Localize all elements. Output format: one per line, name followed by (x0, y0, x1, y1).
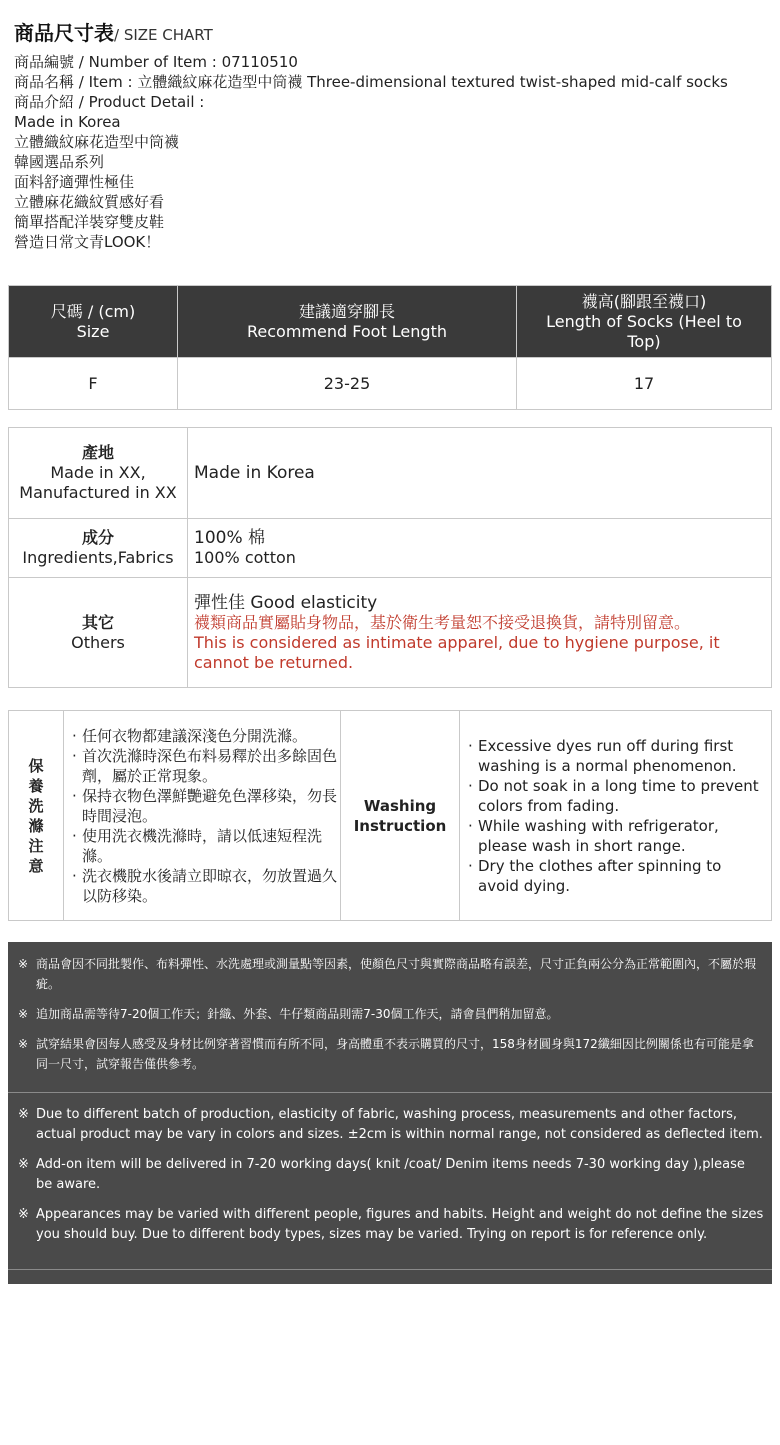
detail-line: Made in Korea (14, 113, 121, 131)
note-item: ※ 追加商品需等待7-20個工作天；針織、外套、牛仔類商品則需7-30個工作天，請會員們稍加留意。 (18, 1007, 559, 1021)
list-item: · Excessive dyes run off during first washing is a normal phenomenon. (466, 736, 765, 776)
list-item: · While washing with refrigerator, please wash in short range. (466, 816, 765, 856)
cell-sock-length: 17 (517, 358, 772, 410)
list-item: · Dry the clothes after spinning to avoid dying. (466, 856, 765, 896)
header-size: 尺碼 / (cm) Size (9, 286, 178, 358)
origin-value: Made in Korea (188, 428, 772, 519)
size-table-header (9, 286, 772, 358)
detail-line: 簡單搭配洋裝穿雙皮鞋 (14, 213, 165, 231)
others-label: 其它 Others (9, 578, 188, 688)
table-row (9, 358, 772, 410)
detail-line: 營造日常文青LOOK！ (14, 233, 161, 251)
detail-line: 立體麻花織紋質感好看 (14, 193, 165, 211)
size-chart-title (14, 20, 770, 48)
info-table (8, 427, 772, 688)
care-title-zh: 保養洗滌注意 (9, 711, 64, 921)
cell-foot-length: 23-25 (178, 358, 517, 410)
list-item: · Do not soak in a long time to prevent colors from fading. (466, 776, 765, 816)
notes-box (8, 942, 772, 1284)
note-item: ※ Add-on item will be delivered in 7-20 working days( knit /coat/ Denim items needs 7-30 working day ),please be aware. (18, 1157, 745, 1192)
no-return-warning-en: This is considered as intimate apparel, due to hygiene purpose, it cannot be returned. (194, 632, 720, 672)
list-item: · 保持衣物色澤鮮艷避免色澤移染，勿長時間浸泡。 (70, 786, 338, 826)
header-sock-length: 襪高(腳跟至襪口) Length of Socks (Heel to Top) (517, 286, 772, 358)
washing-table (8, 710, 772, 921)
no-return-warning-zh: 襪類商品實屬貼身物品，基於衛生考量恕不接受退換貨，請特別留意。 (194, 612, 691, 632)
detail-line: 韓國選品系列 (14, 153, 105, 171)
cell-size: F (9, 358, 178, 410)
header-foot-length: 建議適穿腳長 Recommend Foot Length (178, 286, 517, 358)
divider (8, 1269, 772, 1284)
note-item: ※ Due to different batch of production, elasticity of fabric, washing process, measurements and other factors, actual product may be vary in colors and sizes. ±2cm is within normal range, not considered as deflected item. (18, 1107, 763, 1142)
title-zh: 商品尺寸表 (14, 21, 114, 45)
fabric-row (9, 519, 772, 578)
title-en: / SIZE CHART (114, 26, 213, 44)
others-value: 彈性佳 Good elasticity 襪類商品實屬貼身物品，基於衛生考量恕不接受退換貨，請特別留意。 This is considered as intimate apparel, due to hygiene purpose, it cannot be returned. (188, 578, 772, 688)
item-name: 商品名稱 / Item : 立體織紋麻花造型中筒襪 Three-dimensional textured twist-shaped mid-calf socks (14, 73, 728, 91)
washing-instruction-title: Washing Instruction (341, 711, 460, 921)
detail-line: 面料舒適彈性極佳 (14, 173, 135, 191)
list-item: · 任何衣物都建議深淺色分開洗滌。 (70, 726, 338, 746)
others-row (9, 578, 772, 688)
detail-line: 立體織紋麻花造型中筒襪 (14, 133, 180, 151)
item-number: 商品編號 / Number of Item : 07110510 (14, 53, 298, 71)
product-header (14, 20, 770, 252)
fabric-value: 100% 棉 100% cotton (188, 519, 772, 578)
origin-row (9, 428, 772, 519)
note-item: ※ 商品會因不同批製作、布料彈性、水洗處理或測量點等因素，使顏色尺寸與實際商品略有誤差，尺寸正負兩公分為正常範圍內，不屬於瑕疵。 (18, 957, 757, 991)
list-item: · 首次洗滌時深色布料易釋於出多餘固色劑，屬於正常現象。 (70, 746, 338, 786)
product-info (14, 52, 770, 252)
list-item: · 洗衣機脫水後請立即晾衣，勿放置過久以防移染。 (70, 866, 338, 906)
note-item: ※ Appearances may be varied with different people, figures and habits. Height and weight do not define the sizes you should buy. Due to different body types, sizes may be varied. Trying on report is for reference only. (18, 1207, 764, 1242)
origin-label: 產地 Made in XX, Manufactured in XX (9, 428, 188, 519)
product-detail-label: 商品介紹 / Product Detail : (14, 93, 205, 111)
care-list-zh (64, 711, 341, 921)
fabric-label: 成分 Ingredients,Fabrics (9, 519, 188, 578)
size-table (8, 285, 772, 410)
note-item: ※ 試穿結果會因每人感受及身材比例穿著習慣而有所不同，身高體重不表示購買的尺寸，158身材圓身與172纖細因比例關係也有可能是拿同一尺寸，試穿報告僅供參考。 (18, 1037, 754, 1071)
care-list-en (460, 711, 772, 921)
list-item: · 使用洗衣機洗滌時，請以低速短程洗滌。 (70, 826, 338, 866)
notes-en (8, 1093, 772, 1269)
notes-zh (8, 942, 772, 1092)
